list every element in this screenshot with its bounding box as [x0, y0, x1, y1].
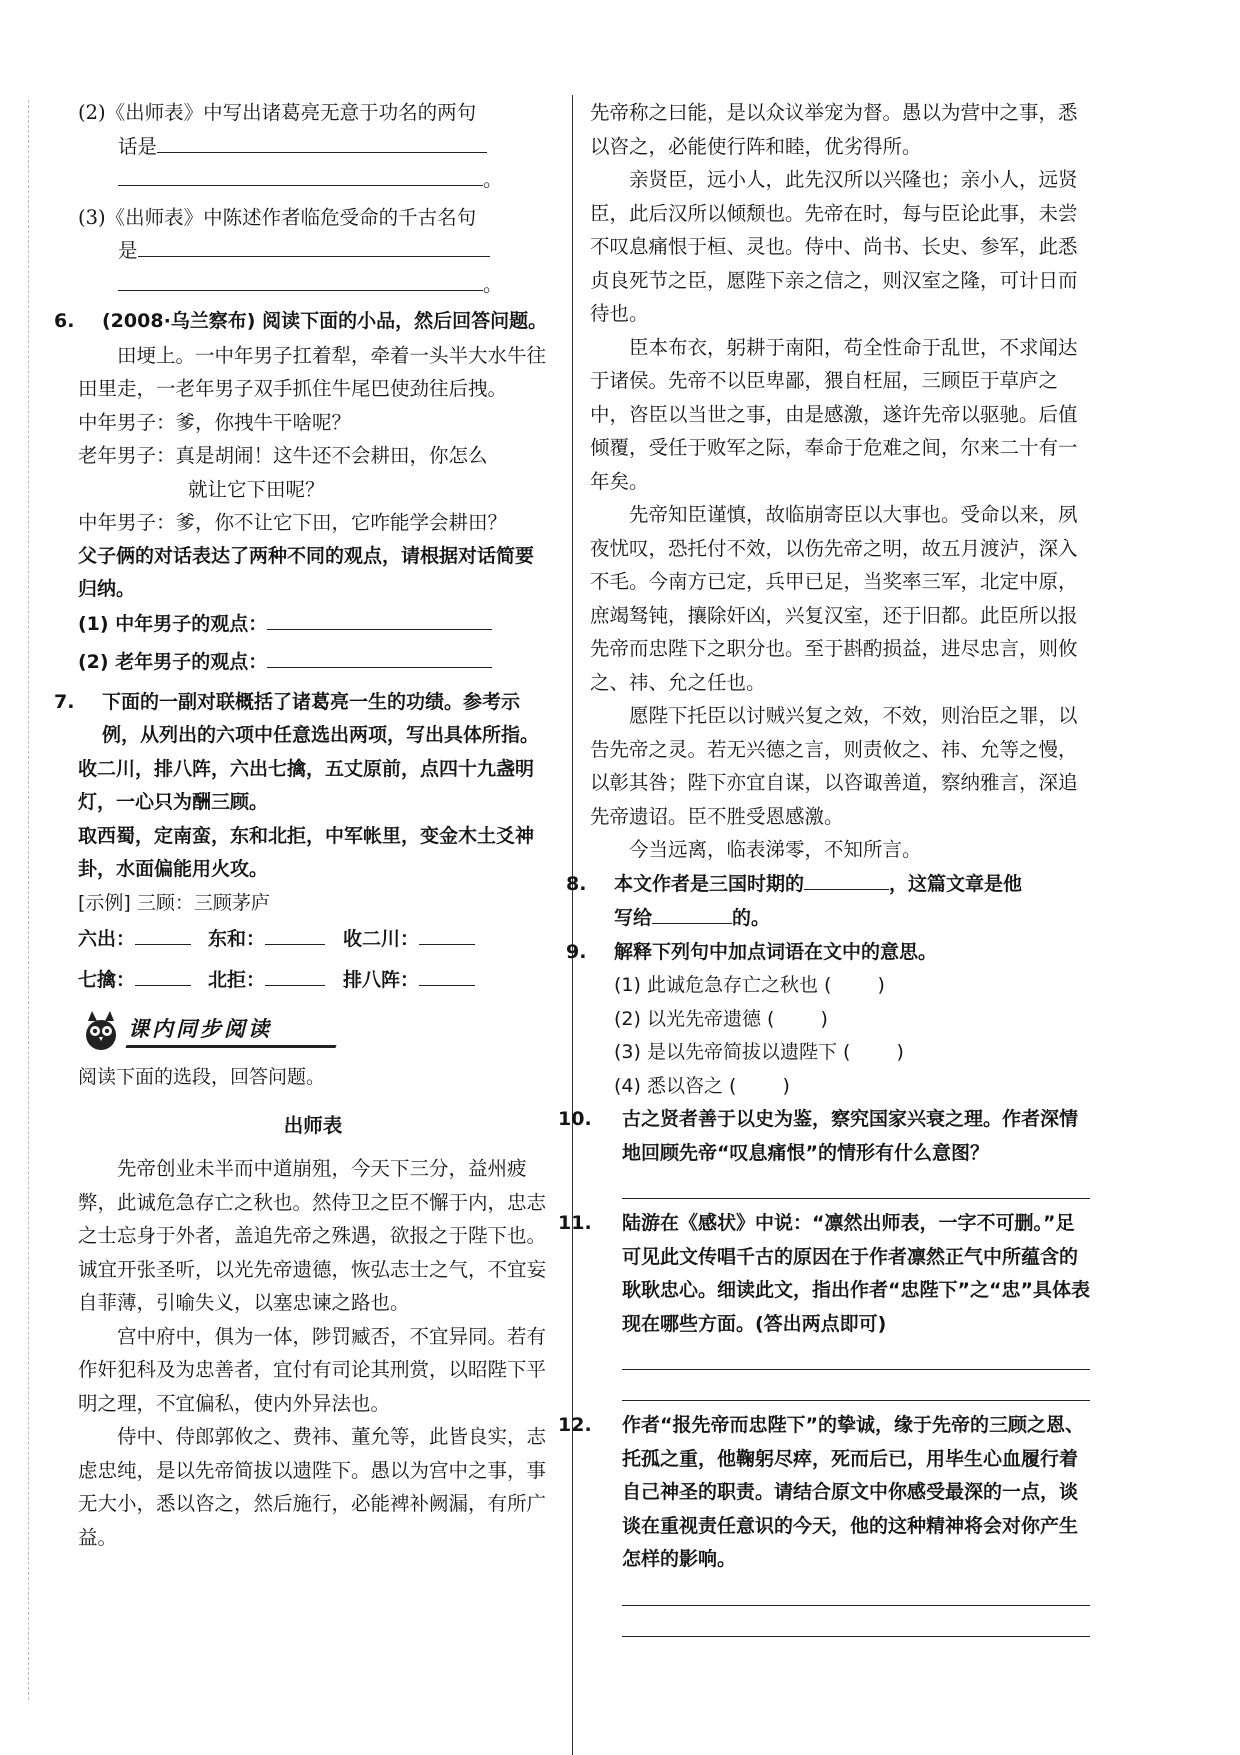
item-label: 排八阵： [343, 968, 420, 991]
answer-blank[interactable] [157, 130, 487, 153]
item-label: 收二川： [343, 928, 420, 950]
question-9 [566, 936, 1090, 1104]
question-text: 古之贤者善于以史为鉴，察究国家兴衰之理。作者深情地回顾先帝“叹息痛恨”的情形有什么意图？ [622, 1108, 1079, 1164]
passage-paragraph: 宫中府中，俱为一体，陟罚臧否，不宜异同。若有作奸犯科及为忠善者，宜付有司论其刑赏，以昭陛下平明之理，不宜偏私，使内外异法也。 [78, 1324, 547, 1415]
sub-question: (2) 以光先帝遗德 [614, 1007, 761, 1030]
question-number: 11. [558, 1212, 592, 1234]
dialog-line: 中年男子：爹，你拽牛干啥呢？ [78, 410, 352, 434]
banner-underline [125, 1045, 336, 1048]
passage-paragraph: 亲贤臣，远小人，此先汉所以兴隆也；亲小人，远贤臣，此后汉所以倾颓也。先帝在时，每与臣论此事，未尝不叹息痛恨于桓、灵也。侍中、尚书、长史、参军，此悉贞良死节之臣，愿陛下亲之信之，则汉室之隆，可计日而待也。 [590, 168, 1078, 325]
answer-line[interactable] [622, 1614, 1090, 1637]
question-intro: 解释下列句中加点词语在文中的意思。 [614, 940, 938, 963]
paren: ) [896, 1041, 904, 1063]
question-text: ，这篇文章是他 [889, 872, 1023, 895]
question-10 [558, 1103, 1090, 1199]
question-6 [54, 305, 548, 680]
question-number: 7. [54, 690, 75, 713]
answer-blank[interactable] [419, 963, 475, 986]
question-number: 10. [558, 1108, 592, 1130]
answer-blank[interactable] [118, 268, 483, 291]
skit-scene: 田埂上。一中年男子扛着犁，牵着一头半大水牛往田里走，一老年男子双手抓住牛尾巴使劲往后拽。 [78, 343, 547, 400]
item-label: 东和： [208, 928, 266, 950]
question-intro: (2008·乌兰察布) 阅读下面的小品，然后回答问题。 [102, 310, 548, 332]
sub-question: (2) 老年男子的观点： [78, 651, 268, 673]
question-number: 6. [54, 310, 75, 332]
answer-blank[interactable] [138, 234, 490, 257]
answer-blank[interactable] [135, 922, 191, 945]
answer-line[interactable] [622, 1347, 1090, 1370]
question-7 [54, 686, 548, 998]
section-title: 课内同步阅读 [128, 1017, 272, 1041]
paren: ( [767, 1007, 775, 1030]
answer-row [78, 963, 548, 998]
example: [示例] 三顾：三顾茅庐 [78, 891, 270, 914]
question-prompt: 父子俩的对话表达了两种不同的观点，请根据对话简要归纳。 [78, 544, 535, 600]
sub-number: (2) [78, 101, 106, 124]
question-text: 《出师表》中写出诸葛亮无意于功名的两句 [105, 101, 477, 124]
paren: ) [782, 1074, 790, 1097]
question-text: 《出师表》中陈述作者临危受命的千古名句 [105, 205, 477, 229]
question-text: 陆游在《感状》中说：“凛然出师表，一字不可删。”足可见此文传唱千古的原因在于作者凛然正气中所蕴含的耿耿忠心。细读此文，指出作者“忠陛下”之“忠”具体表现在哪些方面。(答出两点即可) [622, 1212, 1090, 1335]
owl-mascot-icon [78, 1007, 124, 1053]
question-number: 8. [566, 872, 587, 895]
question-11 [558, 1207, 1090, 1401]
sub-question: (4) 悉以咨之 [614, 1074, 723, 1097]
sub-number: (3) [78, 205, 106, 229]
passage-paragraph: 臣本布衣，躬耕于南阳，苟全性命于乱世，不求闻达于诸侯。先帝不以臣卑鄙，猥自枉屈，三顾臣于草庐之中，咨臣以当世之事，由是感激，遂许先帝以驱驰。后值倾覆，受任于败军之际，奉命于危难之间，尔来二十有一年矣。 [590, 335, 1078, 493]
passage-paragraph: 先帝知臣谨慎，故临崩寄臣以大事也。受命以来，夙夜忧叹，恐托付不效，以伤先帝之明，故五月渡泸，深入不毛。今南方已定，兵甲已足，当奖率三军，北定中原，庶竭驽钝，攘除奸凶，兴复汉室，还于旧都。此臣所以报先帝而忠陛下之职分也。至于斟酌损益，进尽忠言，则攸之、祎、允之任也。 [590, 503, 1078, 694]
paren: ( [843, 1041, 851, 1063]
couplet-line: 取西蜀，定南蛮，东和北拒，中军帐里，变金木土爻神卦，水面偏能用火攻。 [78, 824, 535, 880]
sub-question: (1) 此诚危急存亡之秋也 [614, 974, 818, 996]
answer-line[interactable] [622, 1378, 1090, 1401]
question-text: 作者“报先帝而忠陛下”的挚诚，缘于先帝的三顾之恩、托孤之重，他鞠躬尽瘁，死而后已，用毕生心血履行着自己神圣的职责。请结合原文中你感受最深的一点，谈谈在重视责任意识的今天，他的这种精神将会对你产生怎样的影响。 [622, 1414, 1084, 1570]
answer-blank[interactable] [265, 922, 325, 945]
item-label: 北拒： [208, 968, 266, 991]
sub-question: (3) 是以先帝简拔以遗陛下 [614, 1041, 837, 1063]
couplet-line: 收二川，排八阵，六出七擒，五丈原前，点四十九盏明灯，一心只为酬三顾。 [78, 757, 535, 813]
question-text: 的。 [732, 907, 771, 929]
answer-blank[interactable] [419, 922, 475, 945]
section-banner [78, 1005, 548, 1061]
item-label: 七擒： [78, 968, 136, 991]
paren: ( [824, 974, 832, 996]
page-edge-mark [28, 100, 29, 1700]
period: 。 [483, 168, 503, 191]
period: 。 [483, 272, 503, 296]
answer-blank[interactable] [804, 867, 889, 890]
passage-paragraph: 先帝称之曰能，是以众议举宠为督。愚以为营中之事，悉以咨之，必能使行阵和睦，优劣得所。 [590, 101, 1078, 158]
passage-title: 出师表 [283, 1113, 343, 1137]
answer-blank[interactable] [267, 607, 492, 630]
right-column [558, 96, 1090, 1645]
dialog-line: 中年男子：爹，你不让它下田，它咋能学会耕田？ [78, 511, 508, 534]
paren: ( [729, 1074, 737, 1097]
passage-paragraph: 侍中、侍郎郭攸之、费祎、董允等，此皆良实，志虑忠纯，是以先帝简拔以遗陛下。愚以为宫中之事，事无大小，悉以咨之，然后施行，必能裨补阙漏，有所广益。 [78, 1425, 547, 1549]
passage-paragraph: 今当远离，临表涕零，不知所言。 [629, 838, 922, 861]
left-column [54, 96, 548, 1554]
dialog-line-cont: 就让它下田呢？ [188, 477, 325, 501]
answer-blank[interactable] [265, 963, 325, 986]
answer-row [78, 922, 548, 957]
question-intro: 下面的一副对联概括了诸葛亮一生的功绩。参考示例，从列出的六项中任意选出两项，写出具体所指。 [102, 690, 540, 746]
answer-blank[interactable] [652, 901, 732, 924]
passage-paragraph: 愿陛下托臣以讨贼兴复之效，不效，则治臣之罪，以告先帝之灵。若无兴德之言，则责攸之、祎、允等之慢，以彰其咎；陛下亦宜自谋，以咨诹善道，察纳雅言，深追先帝遗诏。臣不胜受恩感激。 [590, 704, 1078, 828]
item-label: 六出： [78, 928, 136, 950]
question-12 [558, 1409, 1090, 1637]
answer-line[interactable] [622, 1176, 1090, 1199]
question-text: 写给 [614, 907, 653, 929]
question-text: 本文作者是三国时期的 [614, 872, 805, 895]
question-5-3 [78, 201, 548, 302]
column-divider [572, 95, 573, 1755]
dialog-line: 老年男子：真是胡闹！这牛还不会耕田，你怎么 [78, 444, 488, 467]
question-number: 12. [558, 1414, 592, 1436]
question-5-2 [78, 96, 548, 197]
answer-blank[interactable] [118, 163, 483, 186]
reading-prompt: 阅读下面的选段，回答问题。 [78, 1066, 326, 1088]
question-number: 9. [566, 940, 587, 963]
question-text-cont: 话是 [118, 134, 158, 158]
passage-paragraph: 先帝创业未半而中道崩殂，今天下三分，益州疲弊，此诚危急存亡之秋也。然侍卫之臣不懈于内，忠志之士忘身于外者，盖追先帝之殊遇，欲报之于陛下也。诚宜开张圣听，以光先帝遗德，恢弘志士之气，不宜妄自菲薄，引喻失义，以塞忠谏之路也。 [78, 1157, 547, 1314]
answer-blank[interactable] [267, 645, 492, 668]
answer-blank[interactable] [135, 963, 191, 986]
question-8 [566, 867, 1090, 936]
paren: ) [820, 1007, 828, 1030]
paren: ) [877, 974, 885, 996]
answer-line[interactable] [622, 1583, 1090, 1606]
sub-question: (1) 中年男子的观点： [78, 612, 268, 635]
question-text-cont: 是 [118, 239, 138, 262]
